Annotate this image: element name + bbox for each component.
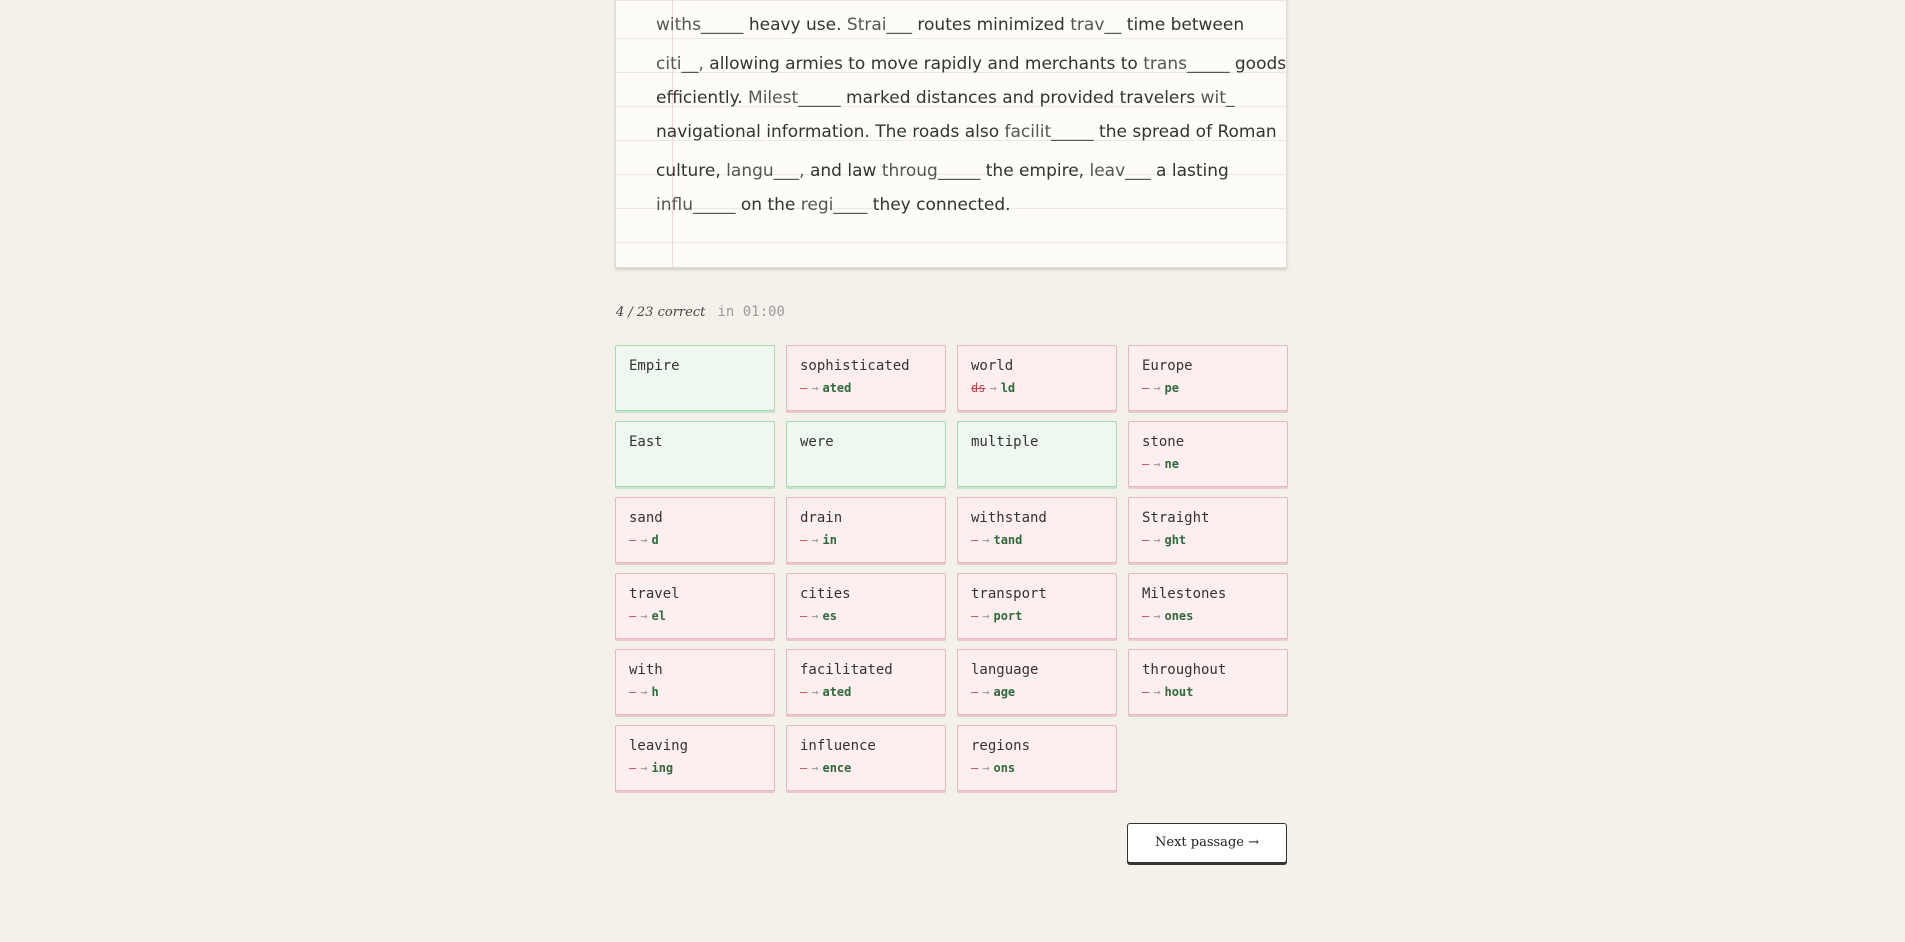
passage-blank[interactable]: trans_____ (1143, 54, 1230, 74)
result-correction (971, 685, 1103, 699)
typed-answer: — (971, 761, 979, 775)
result-correction (971, 761, 1103, 775)
passage-line (656, 15, 1244, 35)
result-word: language (971, 662, 1039, 678)
result-card-incorrect (615, 497, 775, 563)
typed-answer: — (800, 609, 808, 623)
correct-answer: ons (993, 761, 1016, 775)
typed-answer: — (629, 533, 637, 547)
arrow-right-icon: → (640, 761, 648, 775)
result-card-correct (615, 421, 775, 487)
result-word: regions (971, 738, 1031, 754)
result-word: East (629, 434, 663, 450)
correct-answer: port (993, 609, 1023, 623)
result-card-incorrect (786, 725, 946, 791)
arrow-right-icon: → (982, 685, 990, 699)
result-card-incorrect (1128, 421, 1288, 487)
result-card-incorrect (786, 497, 946, 563)
arrow-right-icon: → (982, 761, 990, 775)
passage-text-segment: marked distances and provided travelers (840, 88, 1201, 108)
passage-text-segment: routes minimized (912, 15, 1071, 35)
result-word: Europe (1142, 358, 1193, 374)
result-correction (800, 381, 932, 395)
passage-blank[interactable]: wit_ (1200, 88, 1235, 108)
passage-text-segment: allowing armies to move rapidly and merchants to (703, 54, 1144, 74)
result-word: Empire (629, 358, 680, 374)
result-correction (1142, 457, 1274, 471)
score-summary (616, 304, 785, 320)
passage-line (656, 161, 1229, 181)
result-word: multiple (971, 434, 1039, 450)
passage-blank[interactable]: Milest_____ (748, 88, 841, 108)
arrow-right-icon: → (989, 381, 997, 395)
correct-answer: hout (1164, 685, 1194, 699)
results-grid (615, 345, 1288, 791)
result-card-incorrect (957, 497, 1117, 563)
arrow-right-icon: → (1153, 685, 1161, 699)
result-card-incorrect (786, 573, 946, 639)
result-correction (800, 533, 932, 547)
arrow-right-icon: → (1153, 609, 1161, 623)
passage-text-segment: the empire, (980, 161, 1090, 181)
result-word: Milestones (1142, 586, 1227, 602)
passage-text-segment: a lasting (1150, 161, 1229, 181)
result-card-incorrect (615, 725, 775, 791)
result-correction (800, 685, 932, 699)
result-card-incorrect (1128, 497, 1288, 563)
correct-answer: tand (993, 533, 1023, 547)
typed-answer: — (1142, 533, 1150, 547)
result-word: sand (629, 510, 663, 526)
passage-paper (615, 0, 1287, 268)
correct-answer: ated (822, 685, 852, 699)
next-passage-button[interactable]: Next passage → (1127, 823, 1287, 863)
typed-answer: ds (971, 381, 986, 395)
passage-blank[interactable]: leav___ (1089, 161, 1151, 181)
passage-text-segment: the spread of Roman (1093, 122, 1277, 142)
result-word: Straight (1142, 510, 1210, 526)
typed-answer: — (629, 609, 637, 623)
result-card-incorrect (1128, 573, 1288, 639)
result-card-correct (615, 345, 775, 411)
passage-blank[interactable]: withs_____ (656, 15, 744, 35)
passage-blank[interactable]: throug_____ (881, 161, 981, 181)
passage-blank[interactable] (899, 0, 943, 1)
result-word: leaving (629, 738, 689, 754)
correct-answer: es (822, 609, 837, 623)
typed-answer: — (971, 609, 979, 623)
passage-blank[interactable] (735, 0, 792, 1)
arrow-right-icon: → (640, 533, 648, 547)
typed-answer: — (971, 685, 979, 699)
result-correction (971, 609, 1103, 623)
result-correction (1142, 381, 1274, 395)
result-word: drain (800, 510, 843, 526)
arrow-right-icon: → (811, 761, 819, 775)
result-word: stone (1142, 434, 1185, 450)
passage-line (656, 122, 1277, 142)
passage-line (656, 0, 1223, 1)
result-card-incorrect (1128, 649, 1288, 715)
result-word: withstand (971, 510, 1047, 526)
typed-answer: — (629, 761, 637, 775)
typed-answer: — (800, 685, 808, 699)
passage-text-segment: time between (1121, 15, 1245, 35)
result-card-incorrect (615, 649, 775, 715)
passage-text-segment (792, 0, 899, 1)
result-card-incorrect (957, 573, 1117, 639)
result-word: throughout (1142, 662, 1227, 678)
correct-answer: ing (651, 761, 674, 775)
passage-text-segment: navigational information. The roads also (656, 122, 1005, 142)
correct-answer: d (651, 533, 659, 547)
arrow-right-icon: → (811, 533, 819, 547)
result-word: influence (800, 738, 876, 754)
typed-answer: — (800, 381, 808, 395)
result-card-correct (786, 421, 946, 487)
result-card-incorrect (1128, 345, 1288, 411)
passage-blank[interactable]: regi____ (800, 195, 868, 215)
passage-line (656, 195, 1011, 215)
passage-text-segment: on the (735, 195, 801, 215)
typed-answer: — (1142, 609, 1150, 623)
result-correction (971, 381, 1103, 395)
arrow-right-icon: → (1153, 533, 1161, 547)
score-time: in 01:00 (717, 304, 785, 320)
passage-blank[interactable]: facilit_____ (1004, 122, 1094, 142)
arrow-right-icon: → (1153, 381, 1161, 395)
passage-line (656, 54, 1286, 74)
typed-answer: — (971, 533, 979, 547)
result-correction (800, 609, 932, 623)
result-word: world (971, 358, 1014, 374)
arrow-right-icon: → (640, 685, 648, 699)
correct-answer: ence (822, 761, 852, 775)
typed-answer: — (800, 761, 808, 775)
result-card-incorrect (957, 725, 1117, 791)
score-correct: 4 / 23 correct (616, 305, 706, 320)
passage-text-segment (943, 0, 1054, 1)
result-word: with (629, 662, 663, 678)
correct-answer: ones (1164, 609, 1194, 623)
result-card-incorrect (786, 345, 946, 411)
correct-answer: h (651, 685, 659, 699)
arrow-right-icon: → (982, 609, 990, 623)
passage-line (656, 88, 1234, 108)
passage-text-segment: culture, (656, 161, 727, 181)
result-correction (1142, 533, 1274, 547)
result-card-incorrect (957, 649, 1117, 715)
result-word: facilitated (800, 662, 893, 678)
result-correction (800, 761, 932, 775)
result-card-incorrect (615, 573, 775, 639)
passage-blank[interactable]: langu___, (726, 161, 805, 181)
result-card-incorrect (786, 649, 946, 715)
result-correction (1142, 609, 1274, 623)
result-word: cities (800, 586, 851, 602)
arrow-right-icon: → (1153, 457, 1161, 471)
result-card-correct (957, 421, 1117, 487)
correct-answer: age (993, 685, 1016, 699)
typed-answer: — (1142, 381, 1150, 395)
result-word: were (800, 434, 834, 450)
typed-answer: — (629, 685, 637, 699)
typed-answer: — (1142, 457, 1150, 471)
correct-answer: ld (1000, 381, 1016, 395)
result-word: transport (971, 586, 1047, 602)
result-word: sophisticated (800, 358, 910, 374)
result-correction (629, 609, 761, 623)
passage-text-segment: they connected. (867, 195, 1011, 215)
result-correction (629, 685, 761, 699)
passage-blank[interactable]: Strai___ (846, 15, 913, 35)
passage-blank[interactable] (1053, 0, 1098, 1)
typed-answer: — (800, 533, 808, 547)
arrow-right-icon: → (640, 609, 648, 623)
typed-answer: — (1142, 685, 1150, 699)
result-correction (971, 533, 1103, 547)
passage-text-segment: and law (804, 161, 882, 181)
correct-answer: in (822, 533, 837, 547)
passage-text-segment (1099, 0, 1223, 1)
correct-answer: pe (1164, 381, 1179, 395)
passage-blank[interactable]: influ_____ (656, 195, 736, 215)
result-word: travel (629, 586, 680, 602)
passage-text-segment: heavy use. (743, 15, 847, 35)
passage-text-segment (656, 0, 735, 1)
correct-answer: ne (1164, 457, 1179, 471)
arrow-right-icon: → (811, 381, 819, 395)
correct-answer: ated (822, 381, 852, 395)
passage-text-segment: efficiently. (656, 88, 749, 108)
passage-text-segment: goods (1229, 54, 1287, 74)
correct-answer: ght (1164, 533, 1187, 547)
result-card-incorrect (957, 345, 1117, 411)
result-correction (1142, 685, 1274, 699)
correct-answer: el (651, 609, 666, 623)
result-correction (629, 761, 761, 775)
result-correction (629, 533, 761, 547)
passage-blank[interactable]: citi__, (656, 54, 704, 74)
arrow-right-icon: → (811, 609, 819, 623)
passage-blank[interactable]: trav__ (1070, 15, 1122, 35)
arrow-right-icon: → (811, 685, 819, 699)
arrow-right-icon: → (982, 533, 990, 547)
